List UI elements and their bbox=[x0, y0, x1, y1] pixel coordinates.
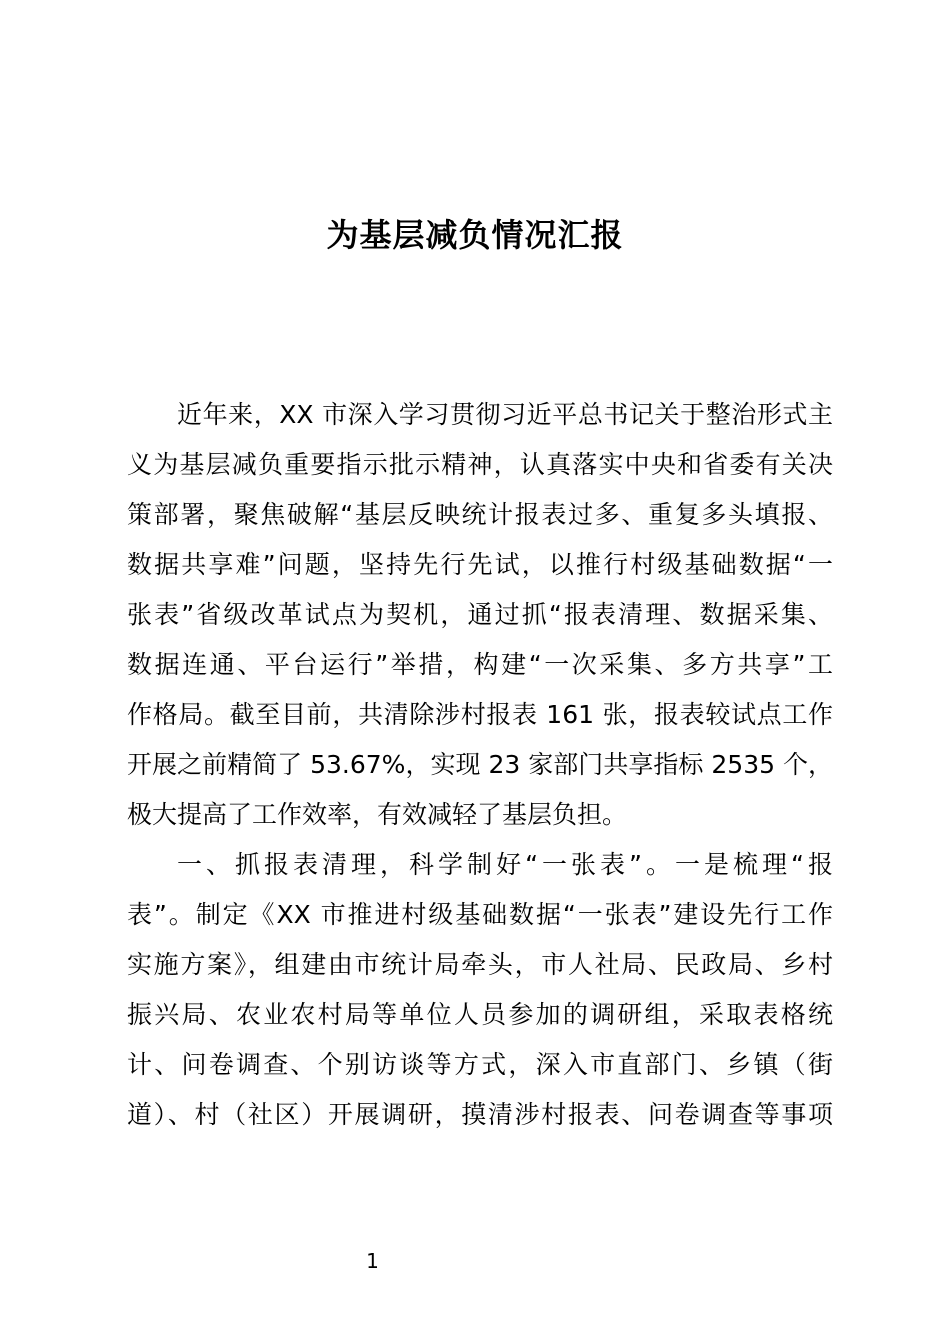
paragraph-line: 实施方案》，组建由市统计局牵头，市人社局、民政局、乡村 bbox=[127, 950, 833, 979]
paragraph-line: 作格局。截至目前，共清除涉村报表 161 张，报表较试点工作 bbox=[127, 700, 833, 729]
paragraph-line: 一、抓报表清理，科学制好“一张表”。一是梳理“报 bbox=[177, 850, 833, 879]
paragraph-line: 计、问卷调查、个别访谈等方式，深入市直部门、乡镇（街 bbox=[127, 1050, 833, 1079]
paragraph-line: 近年来，XX 市深入学习贯彻习近平总书记关于整治形式主 bbox=[177, 400, 833, 429]
paragraph-intro bbox=[127, 390, 833, 840]
document-body bbox=[127, 390, 833, 1140]
paragraph-line: 表”。制定《XX 市推进村级基础数据“一张表”建设先行工作 bbox=[127, 900, 833, 929]
paragraph-line: 义为基层减负重要指示批示精神，认真落实中央和省委有关决 bbox=[127, 450, 833, 479]
paragraph-line: 策部署，聚焦破解“基层反映统计报表过多、重复多头填报、 bbox=[127, 500, 833, 529]
paragraph-section-one bbox=[127, 840, 833, 1140]
paragraph-line: 数据共享难”问题，坚持先行先试，以推行村级基础数据“一 bbox=[127, 550, 833, 579]
document-title: 为基层减负情况汇报 bbox=[326, 216, 624, 254]
paragraph-line: 极大提高了工作效率，有效减轻了基层负担。 bbox=[127, 800, 628, 829]
page-number: 1 bbox=[366, 1249, 379, 1273]
paragraph-line: 数据连通、平台运行”举措，构建“一次采集、多方共享”工 bbox=[127, 650, 833, 679]
paragraph-line: 道）、村（社区）开展调研，摸清涉村报表、问卷调查等事项 bbox=[127, 1100, 833, 1129]
paragraph-line: 开展之前精简了 53.67%，实现 23 家部门共享指标 2535 个， bbox=[127, 750, 833, 779]
paragraph-line: 张表”省级改革试点为契机，通过抓“报表清理、数据采集、 bbox=[127, 600, 833, 629]
paragraph-line: 振兴局、农业农村局等单位人员参加的调研组，采取表格统 bbox=[127, 1000, 833, 1029]
